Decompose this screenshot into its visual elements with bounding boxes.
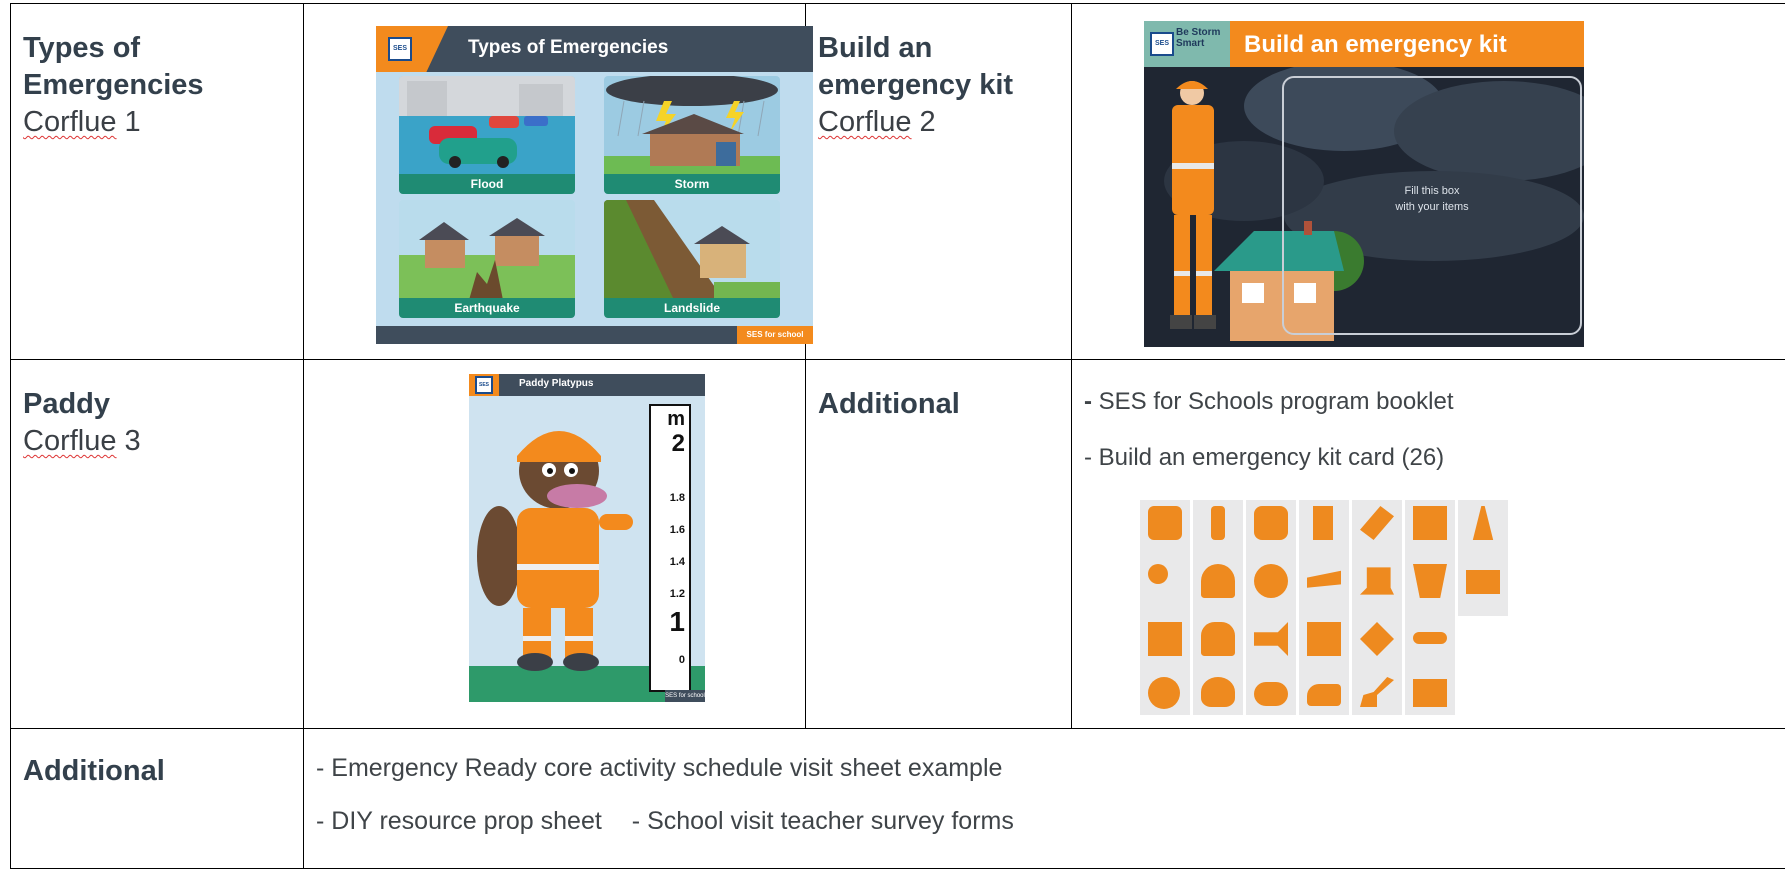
ruler-tick-1-8: 1.8	[669, 492, 685, 504]
be-storm-smart-text: Be Storm Smart	[1176, 27, 1221, 49]
torch-card-icon	[1299, 558, 1349, 616]
list-item	[316, 807, 1785, 836]
additional-items-cell	[1072, 360, 1785, 729]
flood-tile	[399, 76, 575, 194]
list-item	[1084, 388, 1785, 416]
emergency-kit-card-grid	[1140, 500, 1516, 715]
ses-booklet-text: SES for Schools program booklet	[1092, 388, 1454, 415]
guitar-card-icon	[1352, 674, 1402, 715]
ruler-tick-1-2: 1.2	[669, 588, 685, 600]
gloves-card-icon	[1193, 616, 1243, 674]
ruler-unit: m	[667, 408, 685, 430]
chair-card-icon	[1405, 558, 1455, 616]
types-of-emergencies-poster	[376, 26, 813, 344]
water-bottle-card-icon	[1193, 500, 1243, 558]
paddy-poster-title: Paddy Platypus	[519, 378, 594, 389]
blanket-card-icon	[1405, 500, 1455, 558]
food-tin-card-icon	[1299, 500, 1349, 558]
corflue-word: Corflue	[818, 106, 912, 138]
ses-for-school-logo: SES for school	[737, 326, 813, 344]
poster-title: Types of Emergencies	[468, 37, 669, 58]
broom-card-icon	[1458, 500, 1508, 558]
laptop-card-icon	[1352, 558, 1402, 616]
flashlight-card-icon	[1246, 616, 1296, 674]
toolkit-card-icon	[1352, 616, 1402, 674]
table-row	[11, 4, 1785, 360]
ball-card-icon	[1140, 674, 1190, 715]
height-ruler	[649, 404, 691, 692]
be-storm-smart-badge	[1144, 21, 1230, 67]
glasses-card-icon	[1405, 616, 1455, 674]
types-of-emergencies-heading: Types of Emergencies	[23, 32, 204, 101]
fill-box-line2: with your items	[1395, 201, 1469, 213]
kit-poster-title: Build an emergency kit	[1244, 31, 1507, 58]
fill-this-box-frame	[1282, 76, 1582, 335]
storm-label: Storm	[604, 174, 780, 194]
kit-poster-cell	[1072, 4, 1785, 360]
flood-label: Flood	[399, 174, 575, 194]
teddy-bear-card-icon	[1193, 674, 1243, 715]
ses-logo-icon: SES	[1150, 32, 1174, 56]
ruler-tick-0: 0	[678, 654, 685, 666]
list-item: - Emergency Ready core activity schedule visit sheet example	[316, 754, 1003, 782]
paddy-platypus-poster	[469, 374, 705, 702]
plant-card-icon	[1193, 558, 1243, 616]
kit-label-cell	[806, 4, 1072, 360]
additional-label-cell-2	[11, 729, 304, 869]
ruler-tick-1-4: 1.4	[669, 556, 685, 568]
teacher-survey-text: - School visit teacher survey forms	[631, 807, 1014, 835]
corflue-number: 1	[116, 106, 141, 138]
build-emergency-kit-poster	[1144, 21, 1584, 347]
paddy-heading: Paddy	[23, 388, 111, 420]
storm-tile	[604, 76, 780, 194]
tape-card-icon	[1246, 558, 1296, 616]
corflue-word: Corflue	[23, 425, 117, 457]
ses-logo-icon: SES	[475, 376, 493, 394]
corflue-number: 3	[116, 425, 141, 457]
list-item: - Build an emergency kit card (26)	[1084, 444, 1445, 471]
earthquake-tile	[399, 200, 575, 318]
fill-box-line1: Fill this box	[1404, 185, 1460, 197]
types-poster-cell	[304, 4, 806, 360]
keys-card-icon	[1140, 558, 1190, 616]
table-row	[11, 729, 1785, 869]
resources-table	[10, 3, 1785, 869]
additional-label-cell	[806, 360, 1072, 729]
ses-logo-icon: SES	[388, 37, 412, 61]
corflue-number: 2	[911, 106, 936, 138]
paddy-label-cell	[11, 360, 304, 729]
ses-for-school-logo: SES for school	[665, 690, 705, 702]
shoes-card-icon	[1299, 674, 1349, 715]
ruler-tick-2: 2	[671, 430, 685, 457]
earthquake-label: Earthquake	[399, 298, 575, 318]
paddy-poster-cell	[304, 360, 806, 729]
glasses-case-card-icon	[1246, 674, 1296, 715]
list-dash: -	[1084, 388, 1092, 415]
landslide-tile	[604, 200, 780, 318]
table-row	[11, 360, 1785, 729]
radio-card-icon	[1140, 500, 1190, 558]
additional-heading-2: Additional	[23, 755, 165, 787]
medicine-card-icon	[1405, 674, 1455, 715]
additional-resources-cell	[304, 729, 1785, 869]
tarp-card-icon	[1352, 500, 1402, 558]
corflue-word: Corflue	[23, 106, 117, 138]
additional-heading: Additional	[818, 388, 960, 420]
landslide-label: Landslide	[604, 298, 780, 318]
ruler-tick-1: 1	[669, 606, 685, 637]
types-label-cell	[11, 4, 304, 360]
tv-card-icon	[1458, 558, 1508, 616]
ruler-tick-1-6: 1.6	[669, 524, 685, 536]
first-aid-kit-card-icon	[1246, 500, 1296, 558]
diy-prop-sheet-text: - DIY resource prop sheet	[316, 807, 602, 835]
books-card-icon	[1140, 616, 1190, 674]
build-emergency-kit-heading: Build an emergency kit	[818, 32, 1014, 101]
documents-card-icon	[1299, 616, 1349, 674]
